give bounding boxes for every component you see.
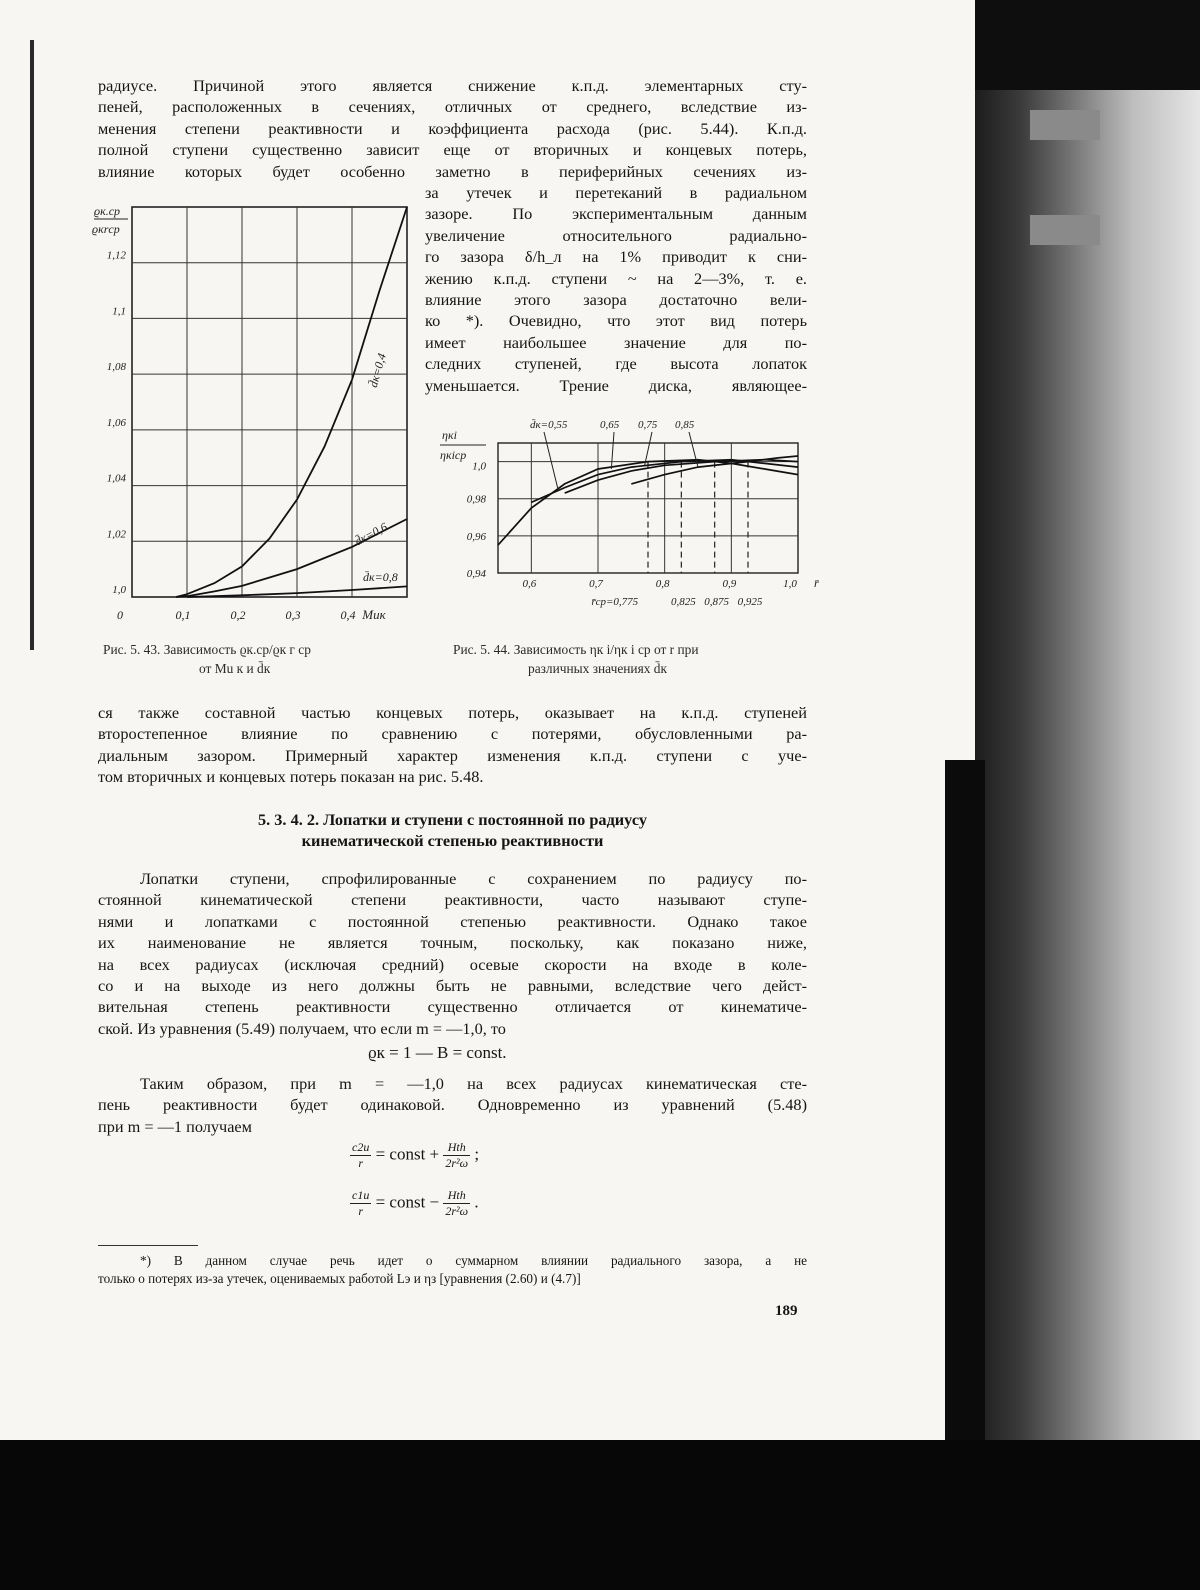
page-number: 189 (775, 1303, 798, 1319)
x-tick-label: 0,9 (722, 578, 737, 590)
text-line: пень реактивности будет одинаковой. Одновременно из уравнений (5.48) (98, 1095, 807, 1115)
text-line: ской. Из уравнения (5.49) получаем, что если m = —1,0, то (98, 1018, 506, 1038)
text-line: радиусе. Причиной этого является снижение к.п.д. элементарных сту- (98, 76, 807, 95)
formula-text: . (474, 1192, 479, 1212)
caption-line: Рис. 5. 44. Зависимость ηк i/ηк i ср от r при (453, 642, 699, 657)
footnote-line: *) В данном случае речь идет о суммарном влиянии радиального зазора, а не (140, 1253, 807, 1268)
text-line: за утечек и перетеканий в радиальном (425, 183, 807, 202)
formula-text: = const − (375, 1192, 440, 1212)
y-tick-label: 0,94 (466, 568, 486, 580)
text-line: имеет наибольшее значение для по- (425, 332, 807, 352)
y-tick-label: 1,0 (112, 584, 126, 596)
paragraph-top (98, 75, 807, 182)
scan-artifact (1030, 215, 1100, 245)
formula-text: ; (474, 1144, 480, 1164)
paragraph-mid (98, 702, 807, 788)
scan-shadow-bottom (0, 1440, 1200, 1590)
section-heading (98, 809, 807, 851)
text-line: уменьшается. Трение диска, являющее- (425, 375, 807, 395)
rcp-value: 0,825 (670, 596, 696, 608)
series-label: 0,75 (638, 419, 658, 431)
text-line: ся также составной частью концевых потерь, оказывает на к.п.д. ступеней (98, 703, 807, 722)
rcp-label: r̄ср=0,775 (591, 596, 639, 608)
footnote-rule (98, 1245, 198, 1246)
y-tick-label: 1,12 (106, 249, 126, 262)
x-tick-label: 0,4 (340, 608, 356, 622)
text-line: влияние этого зазора достаточно вели- (425, 289, 807, 309)
series-label: 0,85 (675, 419, 695, 431)
text-line: стоянной кинематической степени реактивности, часто называют ступе- (98, 890, 807, 910)
caption-line: Рис. 5. 43. Зависимость ϱк.ср/ϱк г ср (103, 642, 311, 657)
text-line: диальным зазором. Примерный характер изменения к.п.д. ступени с уче- (98, 745, 807, 765)
y-tick-label: 0,96 (466, 530, 486, 543)
text-line: Лопатки ступени, спрофилированные с сохранением по радиусу по- (140, 869, 807, 888)
denominator: 2r²ω (445, 1204, 469, 1218)
text-line: полной ступени существенно зависит еще от вторичных и концевых потерь, (98, 140, 807, 160)
fraction (350, 1188, 371, 1219)
text-line: ко *). Очевидно, что этот вид потерь (425, 311, 807, 331)
y-tick-label: 1,08 (106, 361, 126, 374)
text-line: зазоре. По экспериментальным данным (425, 204, 807, 224)
formula-c2u (350, 1140, 479, 1171)
y-axis-label: ϱк.ср (94, 204, 121, 218)
page-edge-mark (30, 40, 34, 650)
text-line: при m = —1 получаем (98, 1116, 252, 1136)
x-tick-label: 0,6 (522, 578, 537, 590)
x-axis-label: r̄ (814, 576, 819, 590)
text-line: Таким образом, при m = —1,0 на всех радиусах кинематическая сте- (140, 1074, 807, 1093)
text-line: нями и лопатками с постоянной степенью реактивности. Однако такое (98, 911, 807, 931)
figure-5-44-caption (453, 640, 813, 678)
numerator: Hth (443, 1188, 470, 1204)
series-label: d̄к=0,55 (530, 419, 568, 431)
heading-line: 5. 3. 4. 2. Лопатки и ступени с постоянной по радиусу (258, 810, 647, 829)
y-tick-label: 1,02 (106, 528, 126, 541)
y-axis-label: ϱкrср (92, 222, 120, 236)
numerator: c2u (352, 1140, 370, 1154)
text-line: увеличение относительного радиально- (425, 225, 807, 245)
x-tick-label: 0,7 (589, 578, 603, 590)
scan-artifact (1030, 110, 1100, 140)
numerator: c1u (352, 1188, 370, 1202)
x-tick-label: 0,8 (655, 578, 670, 590)
series-label: d̄к=0,4 (365, 351, 389, 389)
y-tick-label: 1,1 (112, 305, 126, 318)
leader-line (544, 432, 558, 489)
y-tick-label: 1,04 (106, 472, 126, 485)
text-line: их наименование не является точным, поскольку, как показано ниже, (98, 933, 807, 953)
y-tick-label: 1,06 (106, 416, 126, 429)
formula-c1u (350, 1188, 479, 1219)
numerator: Hth (443, 1140, 470, 1156)
fraction (443, 1140, 470, 1171)
denominator: 2r²ω (445, 1156, 469, 1170)
series-label: d̄к=0,6 (352, 519, 390, 549)
y-tick-label: 1,0 (472, 460, 486, 473)
text-line: следних ступеней, где высота лопаток (425, 354, 807, 374)
x-tick-label: 0,3 (285, 608, 301, 622)
fraction (443, 1188, 470, 1219)
footnote (98, 1252, 807, 1288)
text-line: менения степени реактивности и коэффициента расхода (рис. 5.44). К.п.д. (98, 118, 807, 138)
caption-line: различных значениях d̄к (528, 661, 667, 676)
series-label: d̄к=0,8 (363, 570, 398, 585)
text-line: со и на выходе из него должны быть не равными, вследствие чего дейст- (98, 975, 807, 995)
caption-line: от Mu к и d̄к (199, 661, 271, 676)
footnote-line: только о потерях из-за утечек, оцениваемых работой Lэ и ηз [уравнения (2.60) и (4.7)] (98, 1271, 581, 1286)
fraction (350, 1140, 371, 1171)
text-line: на всех радиусах (исключая средний) осевые скорости на входе в коле- (98, 954, 807, 974)
x-axis-label: Mик (362, 607, 386, 622)
x-tick-label: 1,0 (783, 578, 797, 590)
x-tick-label: 0,2 (230, 608, 246, 622)
paragraph-section (98, 868, 807, 1039)
paragraph-last (98, 1073, 807, 1137)
text-line: го зазора δ/h_л на 1% приводит к сни- (425, 247, 807, 267)
formula-text: = const + (375, 1144, 440, 1164)
scan-artifact (945, 760, 985, 1440)
text-line: жению к.п.д. ступени ~ на 2—3%, т. е. (425, 268, 807, 288)
figure-5-44-chart (430, 410, 825, 615)
series-label: 0,65 (600, 419, 620, 431)
text-line: том вторичных и концевых потерь показан на рис. 5.48. (98, 767, 484, 787)
text-line: пеней, расположенных в сечениях, отличных от среднего, вследствие из- (98, 97, 807, 117)
paragraph-right (425, 182, 807, 396)
figure-5-43-chart (90, 195, 420, 625)
leader-line (645, 432, 652, 465)
text-line: второстепенное влияние по сравнению с потерями, обусловленными ра- (98, 724, 807, 744)
text-line: влияние которых будет особенно заметно в периферийных сечениях из- (98, 161, 807, 181)
y-axis-label: ηкiср (440, 448, 467, 462)
rcp-value: 0,875 (704, 596, 730, 608)
denominator: r (358, 1204, 363, 1218)
denominator: r (358, 1156, 363, 1170)
figure-5-43-caption (103, 640, 433, 678)
scan-shadow-top-right (975, 0, 1200, 90)
x-tick-label: 0 (117, 608, 123, 622)
text-line: вительная степень реактивности существенно отличается от кинематиче- (98, 997, 807, 1017)
y-tick-label: 0,98 (466, 493, 486, 506)
heading-line: кинематической степенью реактивности (301, 831, 604, 850)
leader-line (611, 432, 614, 469)
formula-reactivity: ϱк = 1 — B = const. (368, 1043, 507, 1062)
rcp-value: 0,925 (737, 596, 763, 608)
x-tick-label: 0,1 (175, 608, 191, 622)
y-axis-label: ηкi (442, 428, 457, 442)
